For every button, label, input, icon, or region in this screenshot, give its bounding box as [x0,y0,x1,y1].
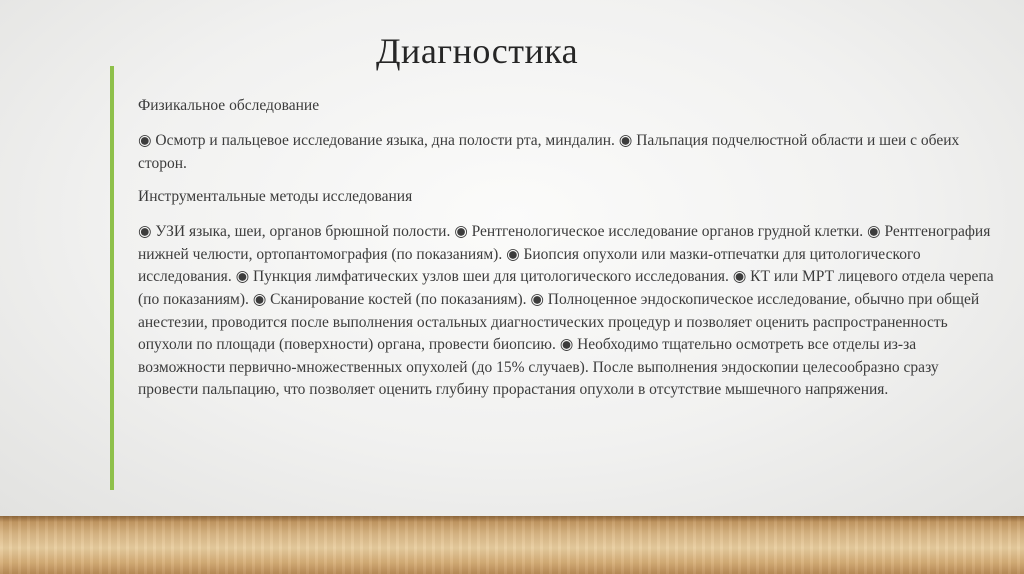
accent-bar [110,66,114,490]
section-text-instrumental-methods: ◉ УЗИ языка, шеи, органов брюшной полости. ◉ Рентгенологическое исследование органов грудной клетки. ◉ Рентгенография нижней челюсти, ортопантомография (по показаниям). ◉ Биопсия опухоли или мазки-отпечатки для цитологического исследования. ◉ Пункция лимфатических узлов шеи для цитологического исследования. ◉ КТ или МРТ лицевого отдела черепа (по показаниям). ◉ Сканирование костей (по показаниям). ◉ Полноценное эндоскопическое исследование, обычно при общей анестезии, проводится после выполнения остальных диагностических процедур и позволяет оценить распространенность опухоли по площади (поверхности) органа, провести биопсию. ◉ Необходимо тщательно осмотреть все отделы из-за возможности первично-множественных опухолей (до 15% случаев). После выполнения эндоскопии целесообразно сразу провести пальпацию, что позволяет оценить глубину прорастания опухоли в отсутствие мышечного напряжения. [138,223,994,399]
section-heading-physical-exam: Физикальное обследование [138,97,320,114]
section-text-physical-exam: ◉ Осмотр и пальцевое исследование языка, дна полости рта, миндалин. ◉ Пальпация подчелюстной области и шеи с обеих сторон. [138,132,960,172]
slide-content [138,96,998,414]
slide-title: Диагностика [376,31,579,71]
section-heading-instrumental-methods: Инструментальные методы исследования [138,188,413,206]
wooden-floor-background [0,516,1024,574]
